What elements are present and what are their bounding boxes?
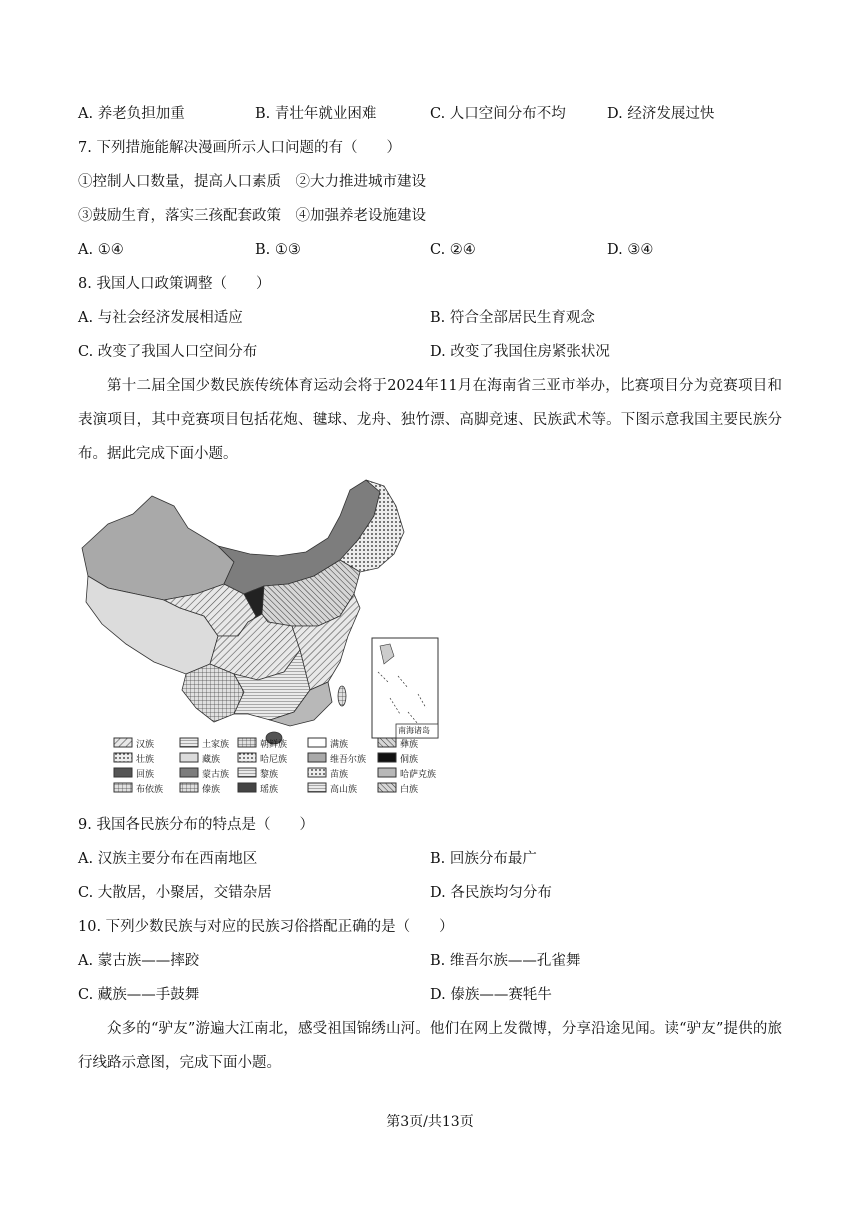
passage-sports-meet: 第十二届全国少数民族传统体育运动会将于2024年11月在海南省三亚市举办，比赛项目分为竞赛项目和表演项目，其中竞赛项目包括花炮、毽球、龙舟、独竹漂、高脚竞速、民族武术等。下图示意我国主要民族分布。据此完成下面小题。 bbox=[78, 378, 782, 462]
legend-label: 黎族 bbox=[260, 770, 279, 780]
legend-label: 汉族 bbox=[136, 740, 155, 750]
legend-label: 朝鲜族 bbox=[260, 740, 288, 750]
passage-travel: 众多的“驴友”游遍大江南北，感受祖国锦绣山河。他们在网上发微博，分享沿途见闻。读“驴友”提供的旅行线路示意图，完成下面小题。 bbox=[78, 1021, 782, 1071]
q6-option-a: A. 养老负担加重 bbox=[78, 106, 185, 122]
legend-label: 白族 bbox=[400, 785, 419, 795]
q6-option-d: D. 经济发展过快 bbox=[607, 106, 715, 122]
q8-option-a: A. 与社会经济发展相适应 bbox=[78, 310, 243, 326]
q10-option-c: C. 藏族——手鼓舞 bbox=[78, 987, 200, 1003]
q9-option-a: A. 汉族主要分布在西南地区 bbox=[78, 851, 258, 867]
legend-label: 瑶族 bbox=[260, 785, 279, 795]
legend-label: 哈萨克族 bbox=[400, 770, 437, 780]
q8-option-d: D. 改变了我国住房紧张状况 bbox=[430, 344, 610, 360]
ethnic-distribution-map bbox=[78, 476, 442, 802]
q9-option-c: C. 大散居，小聚居，交错杂居 bbox=[78, 885, 272, 901]
legend-label: 维吾尔族 bbox=[330, 755, 367, 765]
legend-label: 侗族 bbox=[400, 755, 419, 765]
q7-item-2: ③鼓励生育，落实三孩配套政策 ④加强养老设施建设 bbox=[78, 208, 426, 224]
q7-item-1: ①控制人口数量，提高人口素质 ②大力推进城市建设 bbox=[78, 174, 426, 190]
legend-label: 布依族 bbox=[136, 785, 164, 795]
legend-label: 高山族 bbox=[330, 785, 358, 795]
map-legend bbox=[78, 476, 442, 802]
q6-option-b: B. 青壮年就业困难 bbox=[255, 106, 377, 122]
legend-label: 哈尼族 bbox=[260, 755, 288, 765]
inset-label: 南海诸岛 bbox=[398, 726, 430, 735]
q8-option-c: C. 改变了我国人口空间分布 bbox=[78, 344, 258, 360]
q10-option-d: D. 傣族——赛牦牛 bbox=[430, 987, 552, 1003]
q8-option-b: B. 符合全部居民生育观念 bbox=[430, 310, 595, 326]
legend-label: 傣族 bbox=[202, 785, 221, 795]
q7-option-b: B. ①③ bbox=[255, 242, 301, 258]
q9-option-b: B. 回族分布最广 bbox=[430, 851, 537, 867]
legend-label: 彝族 bbox=[400, 740, 419, 750]
legend-label: 蒙古族 bbox=[202, 770, 230, 780]
legend-label: 土家族 bbox=[202, 740, 230, 750]
q10-option-a: A. 蒙古族——摔跤 bbox=[78, 953, 200, 969]
q10-option-b: B. 维吾尔族——孔雀舞 bbox=[430, 953, 581, 969]
q8-stem: 8. 我国人口政策调整（ ） bbox=[78, 276, 271, 292]
legend-label: 回族 bbox=[136, 770, 155, 780]
q9-option-d: D. 各民族均匀分布 bbox=[430, 885, 552, 901]
q7-option-a: A. ①④ bbox=[78, 242, 124, 258]
legend-label: 苗族 bbox=[330, 770, 349, 780]
legend-label: 壮族 bbox=[136, 755, 155, 765]
q10-stem: 10. 下列少数民族与对应的民族习俗搭配正确的是（ ） bbox=[78, 919, 454, 935]
q7-stem: 7. 下列措施能解决漫画所示人口问题的有（ ） bbox=[78, 140, 401, 156]
page-number: 第3页/共13页 bbox=[386, 1114, 474, 1130]
q7-option-d: D. ③④ bbox=[607, 242, 654, 258]
legend-label: 藏族 bbox=[202, 755, 221, 765]
q7-option-c: C. ②④ bbox=[430, 242, 476, 258]
q6-option-c: C. 人口空间分布不均 bbox=[430, 106, 566, 122]
legend-label: 满族 bbox=[330, 740, 349, 750]
q9-stem: 9. 我国各民族分布的特点是（ ） bbox=[78, 817, 314, 833]
